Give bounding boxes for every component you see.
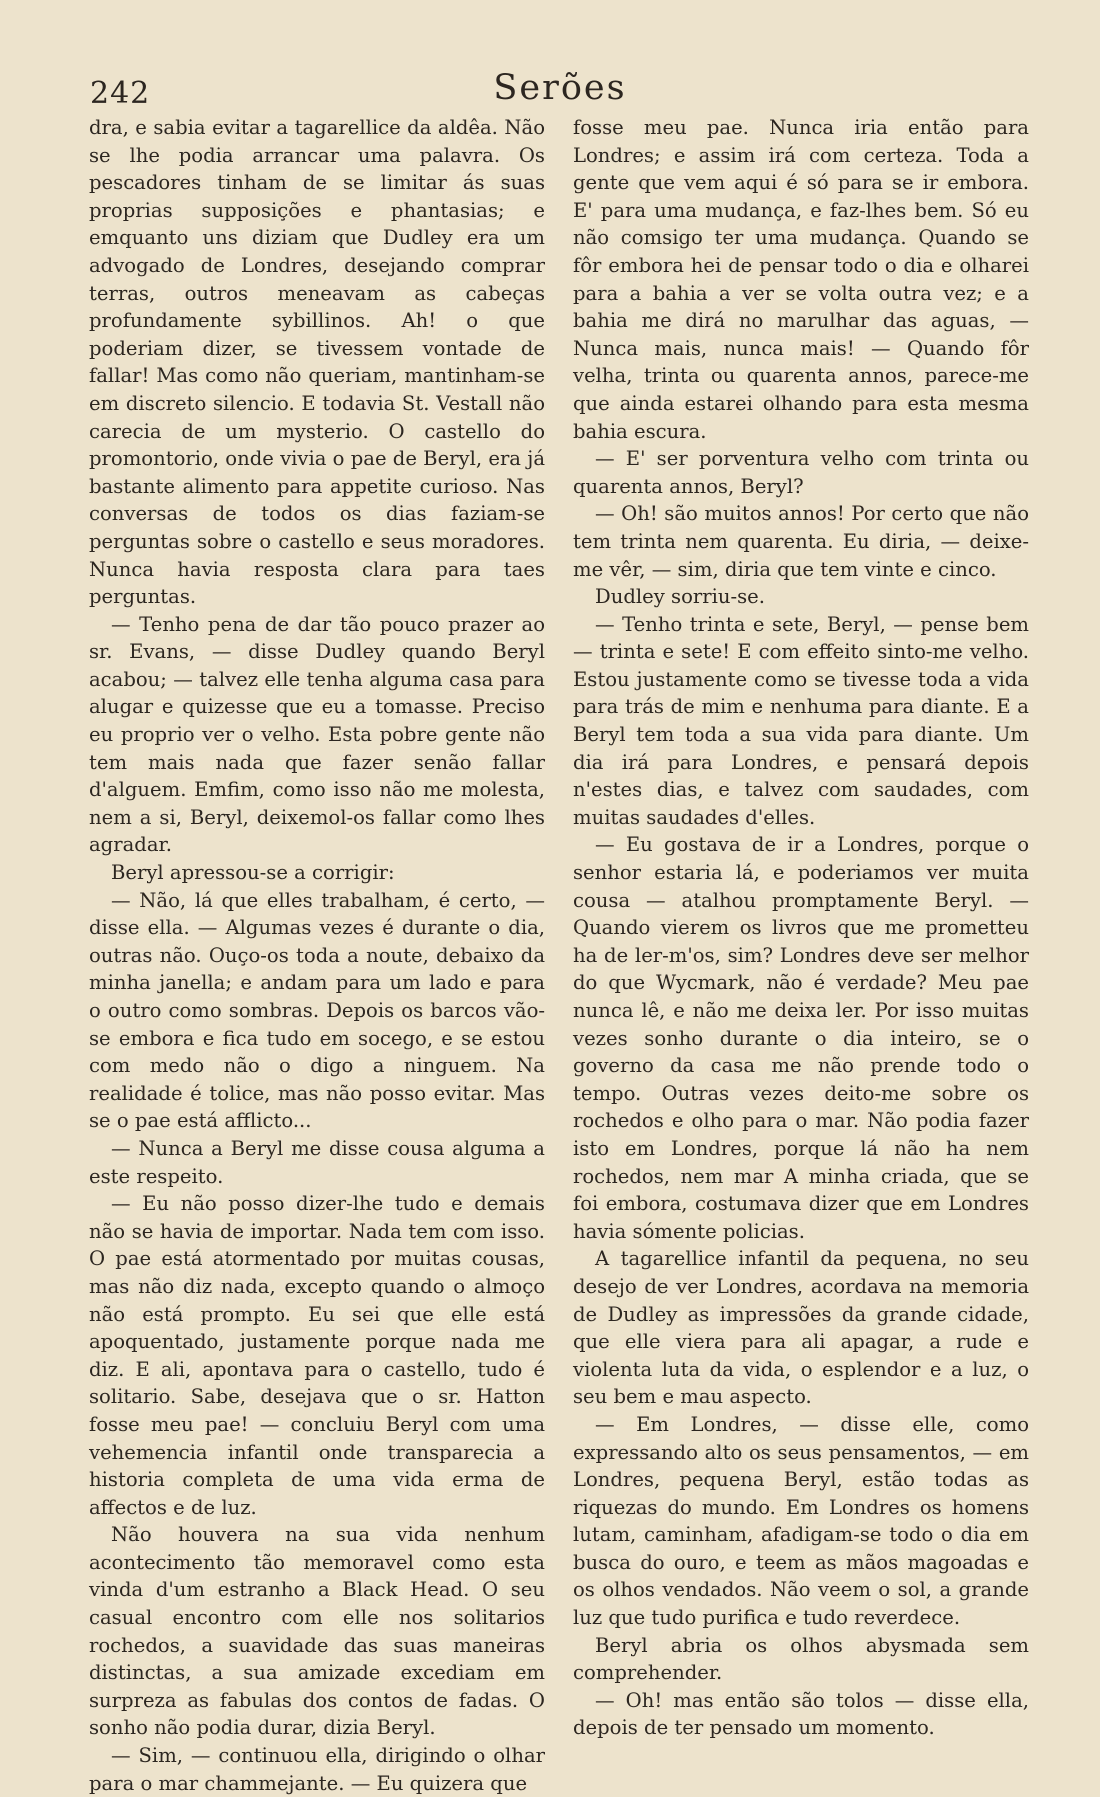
paragraph: — Nunca a Beryl me disse cousa alguma a este respeito. (89, 1136, 545, 1188)
left-column (89, 114, 545, 1797)
running-title: Serões (493, 68, 627, 108)
paragraph: Dudley sorriu-se. (595, 585, 766, 609)
paragraph: A tagarellice infantil da pequena, no seu desejo de ver Londres, acordava na memoria de Dudley as impressões da grande cidade, que elle viera para ali apagar, a rude e violenta luta da vida, o esplendor e a luz, o seu bem e mau aspecto. (573, 1247, 1029, 1409)
paragraph: dra, e sabia evitar a tagarellice da aldêa. Não se lhe podia arrancar uma palavra. Os pescadores tinham de se limitar ás suas proprias supposições e phantasias; e emquanto uns diziam que Dudley era um advogado de Londres, desejando comprar terras, outros meneavam as cabeças profundamente sybillinos. Ah! o que poderiam dizer, se tivessem vontade de fallar! Mas como não queriam, mantinham-se em discreto silencio. E todavia St. Vestall não carecia de um mysterio. O castello do promontorio, onde vivia o pae de Beryl, era já bastante alimento para appetite curioso. Nas conversas de todos os dias faziam-se perguntas sobre o castello e seus moradores. Nunca havia resposta clara para taes perguntas. (89, 116, 545, 609)
paragraph: — Eu gostava de ir a Londres, porque o senhor estaria lá, e poderiamos ver muita cousa — atalhou promptamente Beryl. — Quando vierem os livros que me prometteu ha de ler-m'os, sim? Londres deve ser melhor do que Wycmark, não é verdade? Meu pae nunca lê, e não me deixa ler. Por isso muitas vezes sonho durante o dia inteiro, se o governo da casa me não prende todo o tempo. Outras vezes deito-me sobre os rochedos e olho para o mar. Não podia fazer isto em Londres, porque lá não ha nem rochedos, nem mar A minha criada, que se foi embora, costumava dizer que em Londres havia sómente policias. (573, 833, 1029, 1243)
paragraph: — Não, lá que elles trabalham, é certo, — disse ella. — Algumas vezes é durante o dia, outras não. Ouço-os toda a noute, debaixo da minha janella; e andam para um lado e para o outro como sombras. Depois os barcos vão-se embora e fica tudo em socego, e se estou com medo não o digo a ninguem. Na realidade é tolice, mas não posso evitar. Mas se o pae está afflicto... (89, 888, 545, 1133)
paragraph: — Tenho trinta e sete, Beryl, — pense bem — trinta e sete! E com effeito sinto-me velho. Estou justamente como se tivesse toda a vida para trás de mim e nenhuma para diante. E a Beryl tem toda a sua vida para diante. Um dia irá para Londres, e pensará depois n'estes dias, e talvez com saudades, com muitas saudades d'elles. (573, 612, 1029, 829)
paragraph: Beryl abria os olhos abysmada sem comprehender. (573, 1633, 1029, 1685)
paragraph: — Sim, — continuou ella, dirigindo o olhar para o mar chammejante. — Eu quizera que (89, 1744, 545, 1795)
page-header (90, 68, 1030, 120)
page-number: 242 (90, 76, 151, 111)
paragraph: — Eu não posso dizer-lhe tudo e demais não se havia de importar. Nada tem com isso. O pae está atormentado por muitas cousas, mas não diz nada, excepto quando o almoço não está prompto. Eu sei que elle está apoquentado, justamente porque nada me diz. E ali, apontava para o castello, tudo é solitario. Sabe, desejava que o sr. Hatton fosse meu pae! — concluiu Beryl com uma vehemencia infantil onde transparecia a historia completa de uma vida erma de affectos e de luz. (89, 1192, 545, 1519)
paragraph: — Em Londres, — disse elle, como expressando alto os seus pensamentos, — em Londres, pequena Beryl, estão todas as riquezas do mundo. Em Londres os homens lutam, caminham, afadigam-se todo o dia em busca do ouro, e teem as mãos magoadas e os olhos vendados. Não veem o sol, a grande luz que tudo purifica e tudo reverdece. (573, 1412, 1029, 1630)
text-columns (89, 114, 1035, 1795)
paragraph: fosse meu pae. Nunca iria então para Londres; e assim irá com certeza. Toda a gente que vem aqui é só para se ir embora. E' para uma mudança, e faz-lhes bem. Só eu não comsigo ter uma mudança. Quando se fôr embora hei de pensar todo o dia e olharei para a bahia a ver se volta outra vez; e a bahia me dirá no marulhar das aguas, — Nunca mais, nunca mais! — Quando fôr velha, trinta ou quarenta annos, parece-me que ainda estarei olhando para esta mesma bahia escura. (573, 116, 1029, 443)
paragraph: Não houvera na sua vida nenhum acontecimento tão memoravel como esta vinda d'um estranho a Black Head. O seu casual encontro com elle nos solitarios rochedos, a suavidade das suas maneiras distinctas, a sua amizade excediam em surpreza as fabulas dos contos de fadas. O sonho não podia durar, dizia Beryl. (89, 1523, 545, 1740)
paragraph: — Oh! são muitos annos! Por certo que não tem trinta nem quarenta. Eu diria, — deixe-me vêr, — sim, diria que tem vinte e cinco. (573, 502, 1029, 581)
right-column (573, 114, 1029, 1742)
paragraph: Beryl apressou-se a corrigir: (111, 861, 395, 885)
paragraph: — Oh! mas então são tolos — disse ella, depois de ter pensado um momento. (573, 1688, 1029, 1740)
paragraph: — E' ser porventura velho com trinta ou quarenta annos, Beryl? (573, 447, 1029, 498)
paragraph: — Tenho pena de dar tão pouco prazer ao sr. Evans, — disse Dudley quando Beryl acabou; — talvez elle tenha alguma casa para alugar e quizesse que eu a tomasse. Preciso eu proprio ver o velho. Esta pobre gente não tem mais nada que fazer senão fallar d'alguem. Emfim, como isso não me molesta, nem a si, Beryl, deixemol-os fallar como lhes agradar. (89, 612, 545, 857)
